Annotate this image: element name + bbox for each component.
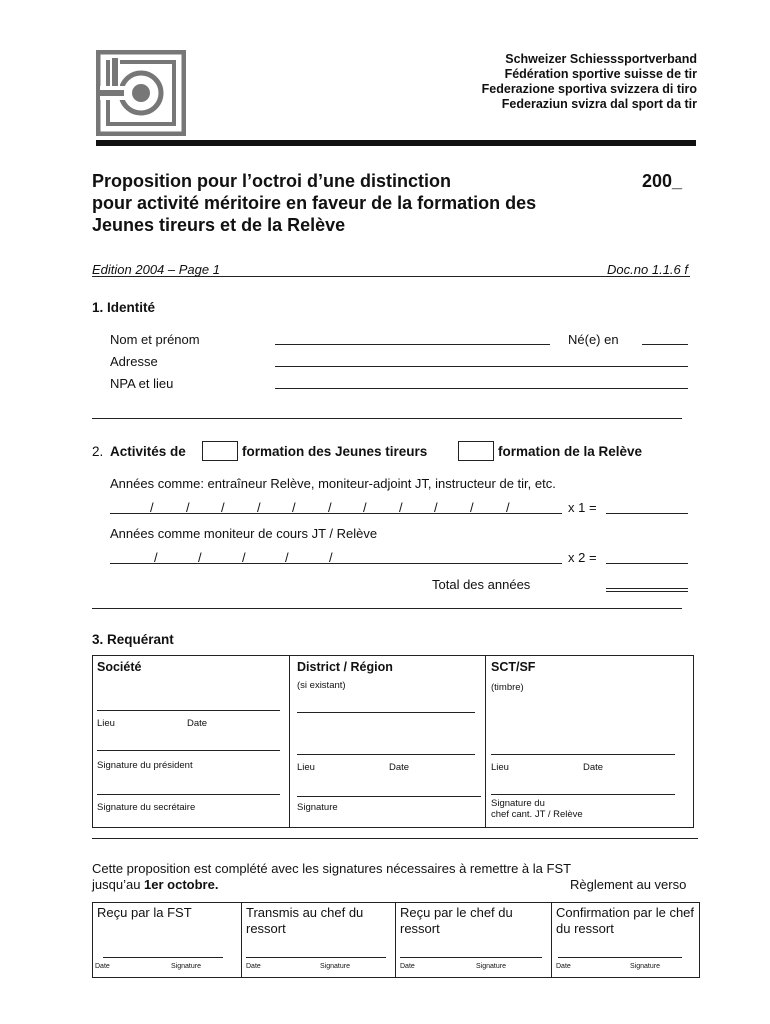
year-slash: / [150, 500, 154, 515]
sct-title: SCT/SF [491, 660, 536, 674]
col3-lieu-date-field[interactable] [491, 754, 675, 755]
col3-lieu-label: Lieu [491, 762, 509, 773]
note-deadline-prefix: jusqu’au [92, 877, 145, 892]
mult1-label: x 1 = [568, 500, 597, 515]
col3-date-label: Date [583, 762, 604, 773]
year-slash: / [242, 550, 246, 565]
year-slash: / [328, 500, 332, 515]
npa-label: NPA et lieu [110, 376, 174, 391]
year-slash: / [186, 500, 190, 515]
cell-title: Confirmation par le chef du ressort [556, 905, 695, 936]
activites-label: Activités de [110, 444, 186, 459]
edition-rule [92, 276, 690, 277]
year-slash: / [285, 550, 289, 565]
district-sub: (si existant) [297, 680, 346, 691]
cell-field[interactable] [558, 957, 682, 958]
name-label: Nom et prénom [110, 332, 200, 347]
org-line-it: Federazione sportiva svizzera di tiro [481, 82, 697, 96]
born-label: Né(e) en [568, 332, 619, 347]
col1-lieu-date-field[interactable] [97, 750, 280, 751]
year-slash: / [154, 550, 158, 565]
section3-separator [92, 838, 698, 839]
years-row-2-line [110, 563, 562, 564]
cell-signature-label: Signature [171, 963, 201, 970]
jt-label: formation des Jeunes tireurs [242, 444, 428, 459]
societe-title: Société [97, 660, 142, 674]
title-year: 200_ [642, 171, 683, 191]
mult1-result-field[interactable] [606, 513, 688, 514]
jt-checkbox[interactable] [202, 441, 238, 461]
years-monitor-label: Années comme moniteur de cours JT / Relève [110, 526, 378, 541]
cell-signature-label: Signature [630, 963, 660, 970]
years-as-label: Années comme: entraîneur Relève, moniteur-adjoint JT, instructeur de tir, etc. [110, 476, 556, 491]
sig-president-field[interactable] [97, 794, 280, 795]
organization-names [337, 52, 697, 112]
section1-heading: 1. Identité [92, 300, 156, 315]
cell-title: Transmis au chef du ressort [246, 905, 364, 936]
org-line-fr: Fédération sportive suisse de tir [504, 67, 697, 81]
year-slash: / [363, 500, 367, 515]
year-slash: / [292, 500, 296, 515]
years-row-1-line [110, 513, 562, 514]
mult2-label: x 2 = [568, 550, 597, 565]
processing-table [92, 902, 700, 978]
section1-separator [92, 418, 682, 419]
cell-signature-label: Signature [476, 963, 506, 970]
sct-sub: (timbre) [491, 682, 524, 693]
cell-date-label: Date [246, 963, 261, 970]
year-slash: / [221, 500, 225, 515]
cell-date-label: Date [95, 963, 110, 970]
cell-date-label: Date [556, 963, 571, 970]
cell-field[interactable] [103, 957, 223, 958]
year-slash: / [329, 550, 333, 565]
district-title: District / Région [297, 660, 393, 674]
col3-signature-field[interactable] [491, 794, 675, 795]
total-field-double [606, 591, 688, 592]
section2-separator [92, 608, 682, 609]
cell-title: Reçu par le chef du ressort [400, 905, 513, 936]
title-line-1: Proposition pour l’octroi d’une distinction [92, 171, 451, 191]
cell-field[interactable] [400, 957, 542, 958]
doc-number: Doc.no 1.1.6 f [607, 262, 688, 277]
total-label: Total des années [432, 577, 531, 592]
cell-confirmation [552, 903, 698, 977]
col1-date-label: Date [187, 718, 208, 729]
note-line-1: Cette proposition est complété avec les signatures nécessaires à remettre à la FST [92, 861, 572, 876]
releve-label: formation de la Relève [498, 444, 643, 459]
federation-logo-icon [96, 50, 186, 136]
edition-label: Edition 2004 – Page 1 [92, 262, 220, 277]
col2-date-label: Date [389, 762, 410, 773]
year-slash: / [506, 500, 510, 515]
year-slash: / [198, 550, 202, 565]
district-field[interactable] [297, 712, 475, 713]
name-field[interactable] [275, 344, 550, 345]
org-line-rm: Federaziun svizra dal sport da tir [501, 97, 697, 111]
col2-lieu-label: Lieu [297, 762, 315, 773]
releve-checkbox[interactable] [458, 441, 494, 461]
year-slash: / [470, 500, 474, 515]
section2-prefix: 2. [92, 444, 104, 459]
cell-field[interactable] [246, 957, 386, 958]
cell-signature-label: Signature [320, 963, 350, 970]
year-slash: / [399, 500, 403, 515]
col3-sig-line2: chef cant. JT / Relève [491, 809, 583, 820]
npa-field[interactable] [275, 388, 688, 389]
sig-president-label: Signature du président [97, 760, 193, 771]
societe-field[interactable] [97, 710, 280, 711]
cell-date-label: Date [400, 963, 415, 970]
col2-signature-label: Signature [297, 802, 338, 813]
col3-sig-line1: Signature du [491, 798, 545, 809]
sig-secretary-label: Signature du secrétaire [97, 802, 196, 813]
requerant-table [92, 655, 694, 828]
title-line-3: Jeunes tireurs et de la Relève [92, 215, 346, 235]
year-slash: / [257, 500, 261, 515]
col-divider [485, 656, 486, 827]
note-deadline: 1er octobre. [144, 877, 219, 892]
col-divider [289, 656, 290, 827]
cell-title: Reçu par la FST [97, 905, 192, 920]
org-line-de: Schweizer Schiesssportverband [505, 52, 697, 66]
born-year-field[interactable] [642, 344, 688, 345]
mult2-result-field[interactable] [606, 563, 688, 564]
reglement-label: Règlement au verso [570, 877, 687, 892]
address-label: Adresse [110, 354, 158, 369]
title-line-2: pour activité méritoire en faveur de la formation des [92, 193, 537, 213]
logo [96, 50, 186, 136]
cell-recu-fst [93, 903, 241, 977]
header-rule [96, 140, 696, 146]
address-field[interactable] [275, 366, 688, 367]
col2-lieu-date-field[interactable] [297, 754, 475, 755]
total-field[interactable] [606, 588, 688, 589]
section3-heading: 3. Requérant [92, 632, 174, 647]
page-title [92, 170, 632, 236]
note-line-2 [92, 877, 218, 892]
cell-transmis-chef [242, 903, 395, 977]
col2-signature-field[interactable] [297, 796, 481, 797]
cell-recu-chef [396, 903, 551, 977]
col1-lieu-label: Lieu [97, 718, 115, 729]
year-slash: / [434, 500, 438, 515]
